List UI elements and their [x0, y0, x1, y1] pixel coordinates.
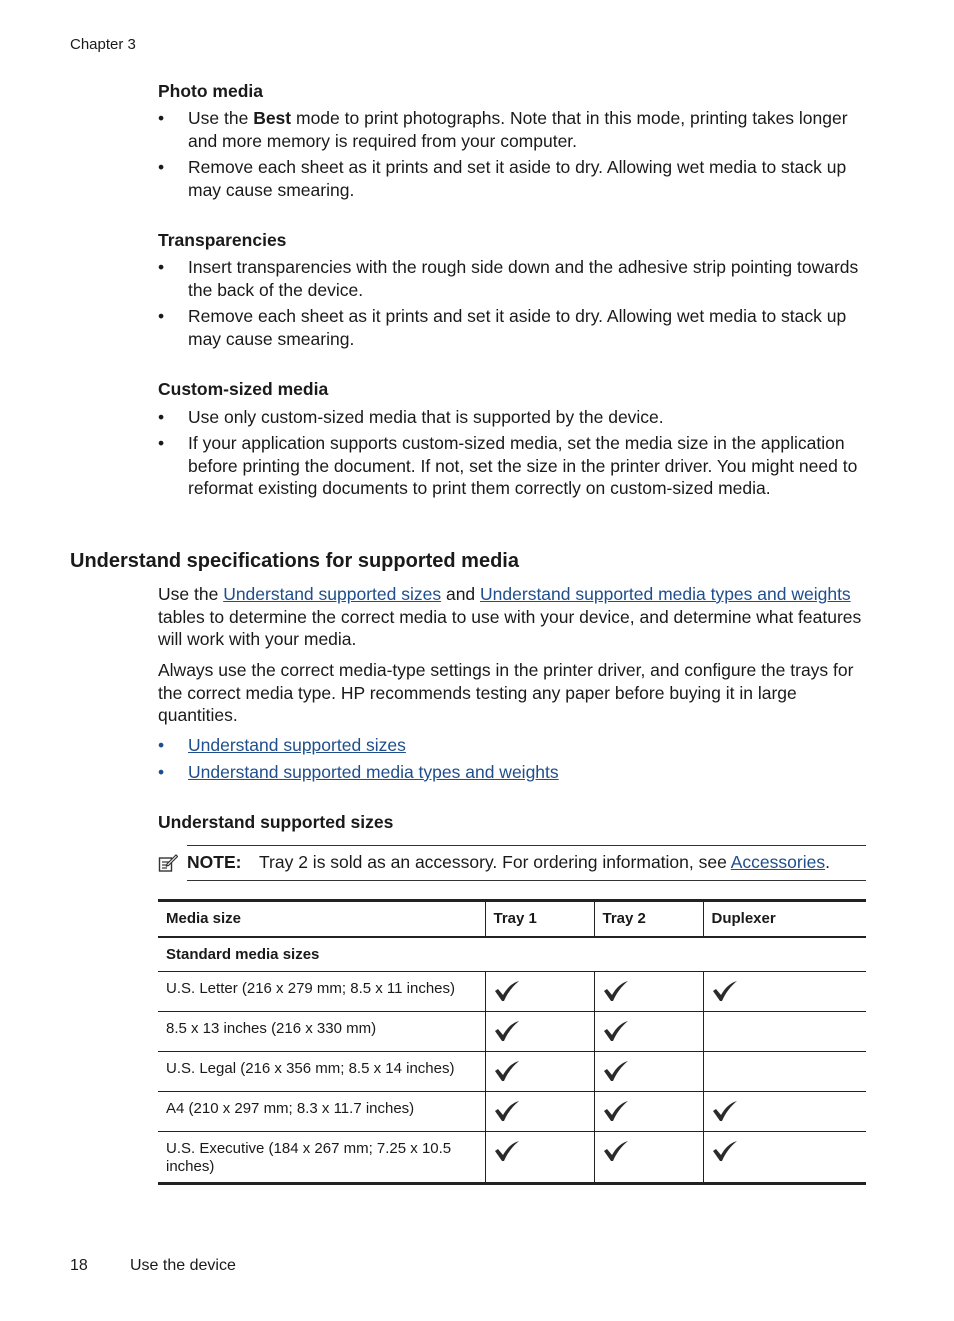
supported-sizes-link[interactable]: Understand supported sizes [223, 584, 442, 604]
chapter-header: Chapter 3 [70, 36, 136, 53]
list-item: • Remove each sheet as it prints and set it aside to dry. Allowing wet media to stack up may cause smearing. [158, 157, 847, 200]
supported-sizes-table [158, 899, 866, 1185]
media-types-weights-link[interactable]: Understand supported media types and weights [480, 584, 851, 604]
checkmark-icon [712, 980, 738, 1002]
table-row [158, 1011, 866, 1051]
tray2-cell [594, 971, 703, 1011]
checkmark-icon [603, 1060, 629, 1082]
checkmark-icon [494, 1020, 520, 1042]
duplexer-cell [703, 1051, 866, 1091]
photo-media-heading: Photo media [158, 81, 264, 101]
column-header: Duplexer [703, 901, 866, 937]
checkmark-icon [494, 980, 520, 1002]
checkmark-icon [603, 1140, 629, 1162]
table-row [158, 1091, 866, 1131]
duplexer-cell [703, 1011, 866, 1051]
best-mode-label: Best [253, 108, 292, 128]
duplexer-cell [703, 1091, 866, 1131]
note-text: Tray 2 is sold as an accessory. For ordering information, see Accessories. [259, 852, 830, 872]
custom-media-heading: Custom-sized media [158, 379, 329, 399]
checkmark-icon [712, 1140, 738, 1162]
note-label: NOTE: [187, 852, 242, 872]
tray2-cell [594, 1011, 703, 1051]
tray1-cell [485, 1051, 594, 1091]
note-box [158, 845, 866, 881]
note-icon [158, 853, 178, 873]
tray1-cell [485, 1131, 594, 1183]
tray2-cell [594, 1051, 703, 1091]
column-header: Media size [158, 901, 485, 937]
checkmark-icon [494, 1060, 520, 1082]
checkmark-icon [603, 980, 629, 1002]
table-row [158, 1131, 866, 1183]
section-label: Standard media sizes [158, 937, 866, 972]
table-row [158, 1051, 866, 1091]
media-size-cell: 8.5 x 13 inches (216 x 330 mm) [158, 1011, 485, 1051]
supported-sizes-list-link[interactable]: Understand supported sizes [188, 735, 406, 755]
media-types-weights-list-link[interactable]: Understand supported media types and weights [188, 762, 559, 782]
column-header: Tray 1 [485, 901, 594, 937]
tray1-cell [485, 1091, 594, 1131]
list-item: • Insert transparencies with the rough side down and the adhesive strip pointing towards the back of the device. [158, 257, 859, 300]
media-size-cell: A4 (210 x 297 mm; 8.3 x 11.7 inches) [158, 1091, 485, 1131]
tray2-cell [594, 1091, 703, 1131]
checkmark-icon [494, 1100, 520, 1122]
supported-sizes-heading: Understand supported sizes [158, 812, 394, 832]
page-number: 18 [70, 1257, 88, 1274]
duplexer-cell [703, 971, 866, 1011]
table-row [158, 971, 866, 1011]
checkmark-icon [603, 1020, 629, 1042]
media-size-cell: U.S. Letter (216 x 279 mm; 8.5 x 11 inches) [158, 971, 485, 1011]
list-item: • Understand supported sizes [158, 735, 406, 755]
list-item: • Use only custom-sized media that is supported by the device. [158, 407, 664, 427]
list-item: • If your application supports custom-sized media, set the media size in the application before printing the document. If not, set the size in the printer driver. You might need to reformat existing documents to print them correctly on custom-sized media. [158, 433, 858, 498]
footer-section: Use the device [130, 1257, 236, 1274]
list-item: • Use the Best mode to print photographs. Note that in this mode, printing takes longer and more memory is required from your computer. [158, 108, 848, 151]
specs-paragraph-2: Always use the correct media-type settings in the printer driver, and configure the trays for the correct media type. HP recommends testing any paper before buying it in large quantities. [158, 660, 854, 725]
column-header: Tray 2 [594, 901, 703, 937]
transparencies-heading: Transparencies [158, 230, 287, 250]
media-size-cell: U.S. Legal (216 x 356 mm; 8.5 x 14 inches) [158, 1051, 485, 1091]
tray1-cell [485, 1011, 594, 1051]
list-item: • Remove each sheet as it prints and set it aside to dry. Allowing wet media to stack up may cause smearing. [158, 306, 847, 349]
tray1-cell [485, 971, 594, 1011]
checkmark-icon [494, 1140, 520, 1162]
tray2-cell [594, 1131, 703, 1183]
table-section-row [158, 937, 866, 972]
duplexer-cell [703, 1131, 866, 1183]
table-header-row [158, 901, 866, 937]
specs-paragraph-1: Use the Understand supported sizes and Understand supported media types and weights tables to determine the correct media to use with your device, and determine what features will work with your media. [158, 584, 862, 649]
specs-heading: Understand specifications for supported media [70, 550, 519, 572]
accessories-link[interactable]: Accessories [730, 852, 826, 872]
media-size-cell: U.S. Executive (184 x 267 mm; 7.25 x 10.5 inches) [158, 1131, 485, 1183]
checkmark-icon [712, 1100, 738, 1122]
list-item: • Understand supported media types and weights [158, 762, 559, 782]
checkmark-icon [603, 1100, 629, 1122]
